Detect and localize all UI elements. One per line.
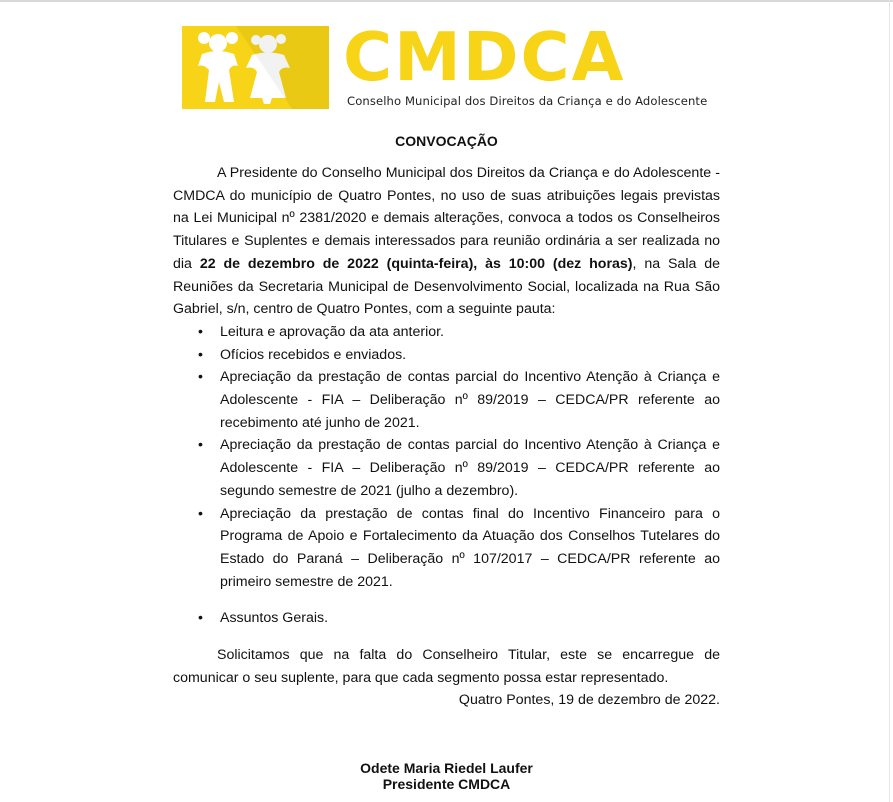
brand-name: CMDCA xyxy=(343,18,626,96)
logo xyxy=(182,26,329,109)
agenda-list xyxy=(173,321,720,630)
signatory-role: Presidente CMDCA xyxy=(382,776,511,792)
signatory-name: Odete Maria Riedel Laufer xyxy=(360,760,533,776)
date-line: Quatro Pontes, 19 de dezembro de 2022. xyxy=(458,692,720,709)
page-top-border xyxy=(0,0,893,2)
two-children-icon xyxy=(182,26,329,109)
signature-block xyxy=(0,760,893,792)
closing-paragraph: Solicitamos que na falta do Conselheiro Titular, este se encarregue de comunicar o seu suplente, para que cada segmento possa estar representado. xyxy=(173,647,720,686)
intro-paragraph xyxy=(173,162,720,321)
intro-date-bold: 22 de dezembro de 2022 (quinta-feira), às 10:00 (dez horas) xyxy=(199,255,633,272)
agenda-item: • Apreciação da prestação de contas parcial do Incentivo Atenção à Criança e Adolescente - FIA – Deliberação nº 89/2019 – CEDCA/PR referente ao recebimento até junho de 2021. xyxy=(173,366,720,434)
intro-text-2: , na Sala de Reuniões da Secretaria Municipal de Desenvolvimento Social, localizada na Rua São Gabriel, s/n, centro de Quatro Pontes, com a seguinte pauta: xyxy=(173,255,721,318)
document-body xyxy=(173,162,720,712)
document-title: CONVOCAÇÃO xyxy=(395,133,498,149)
agenda-item: • Assuntos Gerais. xyxy=(173,607,720,630)
brand-subtitle: Conselho Municipal dos Direitos da Criança e do Adolescente xyxy=(347,94,708,108)
agenda-item: • Leitura e aprovação da ata anterior. xyxy=(173,321,720,344)
agenda-spacer xyxy=(173,593,720,607)
agenda-item: • Apreciação da prestação de contas final do Incentivo Financeiro para o Programa de Apoio e Fortalecimento da Atuação dos Conselhos Tutelares do Estado do Paraná – Deliberação nº 107/2017 – CEDCA/PR referente ao primeiro semestre de 2021. xyxy=(173,503,720,594)
intro-text-1: A Presidente do Conselho Municipal dos Direitos da Criança e do Adolescente - CMDCA do município de Quatro Pontes, no uso de suas atribuições legais previstas na Lei Municipal nº 2381/2020 e demais alterações, convoca a todos os Conselheiros Titulares e Suplentes e demais interessados para reunião ordinária a ser realizada no dia xyxy=(173,165,720,272)
page-right-border xyxy=(889,0,890,802)
paragraph-spacer xyxy=(173,630,720,644)
agenda-item: • Apreciação da prestação de contas parcial do Incentivo Atenção à Criança e Adolescente - FIA – Deliberação nº 89/2019 – CEDCA/PR referente ao segundo semestre de 2021 (julho a dezembro). xyxy=(173,434,720,502)
agenda-item: • Ofícios recebidos e enviados. xyxy=(173,344,720,367)
